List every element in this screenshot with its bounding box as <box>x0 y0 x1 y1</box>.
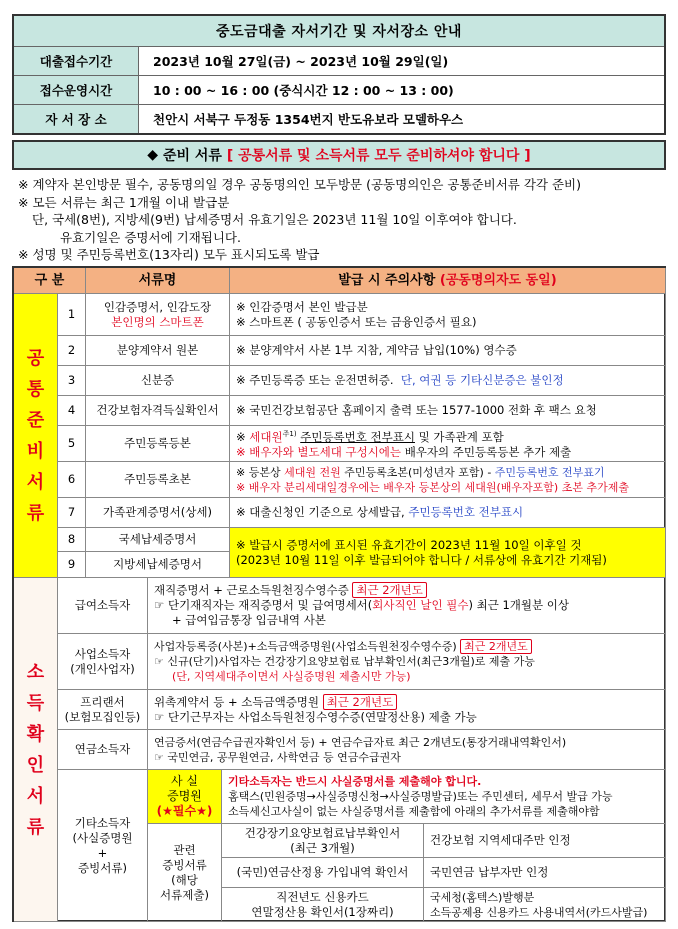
schedule-key: 접수운영시간 <box>14 76 139 104</box>
caution-line: ※ 등본상 세대원 전원 주민등록초본(미성년자 포함) - 주민등록번호 전부표기 <box>236 465 605 479</box>
label-char: 비 <box>26 440 45 462</box>
label-char: 소 <box>26 661 45 683</box>
income-detail <box>148 634 666 690</box>
note-line: 단, 국세(8번), 지방세(9번) 납세증명서 유효기일은 2023년 11월 10일 이후여야 합니다. <box>32 212 517 227</box>
related-condition: 국민연금 납부자만 인정 <box>424 858 666 888</box>
detail-line: (단, 지역세대주이면서 사실증명원 제출시만 가능) <box>172 670 411 683</box>
income-type: 기타소득자 (사실증명원 + 증빙서류) <box>58 770 148 922</box>
note-line: ※ 계약자 본인방문 필수, 공동명의일 경우 공동명의인 모두방문 (공동명의인은 공통준비서류 각각 준비) <box>18 177 581 192</box>
doc-name: 지방세납세증명서 <box>86 552 230 578</box>
caution-line: ※ 주민등록증 또는 운전면허증. <box>236 373 394 387</box>
detail-line: 재직증명서 + 근로소득원천징수영수증 최근 2개년도 <box>154 583 427 598</box>
related-condition: 국세청(홈텍스)발행분 소득공제용 신용카드 사용내역서(카드사발급) <box>424 888 666 922</box>
common-docs-label <box>14 294 58 578</box>
schedule-value: 천안시 서북구 두정동 1354번지 반도유보라 모델하우스 <box>153 112 464 127</box>
section-title: 준비 서류 <box>162 148 222 164</box>
label-char: 인 <box>26 754 45 776</box>
fact-cert-detail <box>222 770 666 824</box>
income-detail <box>148 578 666 634</box>
note-line: ※ 성명 및 주민등록번호(13자리) 모두 표시되도록 발급 <box>18 247 320 262</box>
row-number: 8 <box>58 528 86 552</box>
income-type: 급여소득자 <box>58 578 148 634</box>
documents-table <box>12 266 666 922</box>
caution-line: ※ 대출신청인 기준으로 상세발급, <box>236 505 405 519</box>
section-note: [ 공통서류 및 소득서류 모두 준비하셔야 합니다 ] <box>226 148 531 164</box>
diamond-icon: ◆ <box>147 147 159 163</box>
schedule-key: 자 서 장 소 <box>14 105 139 133</box>
schedule-value: 10 : 00 ~ 16 : 00 (중식시간 12 : 00 ~ 13 : 00) <box>153 83 454 98</box>
note-line: ※ 모든 서류는 최근 1개월 이내 발급분 <box>18 194 230 210</box>
caution-line: 주민등록번호 전부표시 <box>408 505 524 519</box>
income-detail <box>148 690 666 730</box>
section-header <box>12 140 666 170</box>
detail-line: 기타소득자는 반드시 사실증명서를 제출해야 합니다. <box>228 775 482 788</box>
caution-line: ※ 인감증명서 본인 발급분 <box>236 299 368 314</box>
schedule-row-period <box>14 47 664 76</box>
header-doc: 서류명 <box>86 268 230 294</box>
label-char: 서 <box>26 471 45 493</box>
row-number: 6 <box>58 462 86 498</box>
detail-line: 소득세신고사실이 없는 사실증명서를 제출함에 아래의 추가서류를 제출해야함 <box>228 805 600 818</box>
label-char: 류 <box>26 816 45 838</box>
doc-name: 국세납세증명서 <box>86 528 230 552</box>
detail-line: ☞ 단기근무자는 사업소득원천징수영수증(연말정산용) 제출 가능 <box>154 709 477 724</box>
label-char: 준 <box>26 409 45 431</box>
schedule-row-hours <box>14 76 664 105</box>
detail-line: ☞ 신규(단기)사업자는 건강장기요양보험료 납부확인서(최근3개월)로 제출 가능 <box>154 655 535 668</box>
related-doc: 건강장기요양보험료납부확인서 (최근 3개월) <box>222 824 424 858</box>
row-number: 9 <box>58 552 86 578</box>
caution-line: ※ 세대원$^{주1)}$ 주민등록번호 전부표시 및 가족관계 포함 <box>236 429 504 444</box>
label-char: 확 <box>26 723 45 745</box>
doc-caution <box>230 498 666 528</box>
doc-caution <box>230 294 666 336</box>
header-caution-red: (공동명의자도 동일) <box>439 273 557 288</box>
label-char: 공 <box>26 347 45 369</box>
related-condition: 건강보험 지역세대주만 인정 <box>424 824 666 858</box>
header-category: 구 분 <box>14 268 86 294</box>
detail-line: ☞ 국민연금, 공무원연금, 사학연금 등 연금수급권자 <box>154 750 401 764</box>
doc-name: 가족관계증명서(상세) <box>86 498 230 528</box>
row-number: 1 <box>58 294 86 336</box>
doc-name-text: 인감증명서, 인감도장 <box>103 299 212 314</box>
label-char: 서 <box>26 785 45 807</box>
income-detail <box>148 730 666 770</box>
label-char: 통 <box>26 378 45 400</box>
detail-line: 위촉계약서 등 + 소득금액증명원 최근 2개년도 <box>154 695 397 710</box>
doc-caution <box>230 426 666 462</box>
doc-caution <box>230 462 666 498</box>
schedule-row-place <box>14 105 664 133</box>
schedule-key: 대출접수기간 <box>14 47 139 75</box>
caution-line: ※ 스마트폰 ( 공동인증서 또는 금융인증서 필요) <box>236 314 477 329</box>
caution-line: 단, 여권 등 기타신분증은 불인정 <box>400 373 564 387</box>
schedule-title: 중도금대출 자서기간 및 자서장소 안내 <box>14 16 664 47</box>
related-doc: 직전년도 신용카드 연말정산용 확인서(1장짜리) <box>222 888 424 922</box>
detail-line: 사업자등록증(사본)+소득금액증명원(사업소득원천징수영수증) 최근 2개년도 <box>154 639 532 654</box>
related-docs-label: 관련 증빙서류 (해당 서류제출) <box>148 824 222 922</box>
caution-line: ※ 배우자 분리세대일경우에는 배우자 등본상의 세대원(배우자포함) 초본 추가제출 <box>236 480 629 494</box>
related-doc: (국민)연금산정용 가입내역 확인서 <box>222 858 424 888</box>
income-type: 사업소득자 (개인사업자) <box>58 634 148 690</box>
caution-line: ※ 발급시 증명서에 표시된 유효기간이 2023년 11월 10일 이후일 것 <box>236 537 582 552</box>
row-number: 2 <box>58 336 86 366</box>
doc-name: 신분증 <box>86 366 230 396</box>
doc-name: 주민등록등본 <box>86 426 230 462</box>
doc-name <box>86 294 230 336</box>
doc-name: 건강보험자격득실확인서 <box>86 396 230 426</box>
income-type: 프리랜서 (보험모집인등) <box>58 690 148 730</box>
doc-name: 분양계약서 원본 <box>86 336 230 366</box>
caution-line: (2023년 10월 11일 이후 발급되어야 합니다 / 서류상에 유효기간 기재됨) <box>236 552 607 567</box>
label-char: 류 <box>26 502 45 524</box>
detail-line: + 급여입금통장 입금내역 사본 <box>172 613 326 627</box>
doc-caution: ※ 분양계약서 사본 1부 지참, 계약금 납입(10%) 영수증 <box>230 336 666 366</box>
note-line: 유효기일은 증명서에 기재됩니다. <box>60 229 241 245</box>
detail-line: ☞ 단기재직자는 재직증명서 및 급여명세서(회사직인 날인 필수) 최근 1개월분 이상 <box>154 598 570 612</box>
doc-name: 주민등록초본 <box>86 462 230 498</box>
label-char: 득 <box>26 692 45 714</box>
schedule-value: 2023년 10월 27일(금) ~ 2023년 10월 29일(일) <box>153 54 449 69</box>
notes <box>18 176 668 264</box>
income-type: 연금소득자 <box>58 730 148 770</box>
row-number: 5 <box>58 426 86 462</box>
schedule-table <box>12 14 666 135</box>
caution-line: ※ 배우자와 별도세대 구성시에는 배우자의 주민등록등본 추가 제출 <box>236 444 572 459</box>
tax-caution <box>230 528 666 578</box>
doc-caution: ※ 국민건강보험공단 홈페이지 출력 또는 1577-1000 전화 후 팩스 요청 <box>230 396 666 426</box>
fact-cert-label: 사 실 증명원 (★필수★) <box>148 770 222 824</box>
doc-name-sub: 본인명의 스마트폰 <box>111 314 204 329</box>
doc-caution <box>230 366 666 396</box>
row-number: 3 <box>58 366 86 396</box>
income-docs-label <box>14 578 58 922</box>
detail-line: 홈택스(민원증명→사실증명신청→사실증명발급)또는 주민센터, 세무서 발급 가능 <box>228 790 613 803</box>
row-number: 7 <box>58 498 86 528</box>
header-caution-text: 발급 시 주의사항 <box>338 273 436 288</box>
header-caution <box>230 268 666 294</box>
row-number: 4 <box>58 396 86 426</box>
detail-line: 연금증서(연금수급권자확인서 등) + 연금수급자료 최근 2개년도(통장거래내역확인서) <box>154 735 567 749</box>
